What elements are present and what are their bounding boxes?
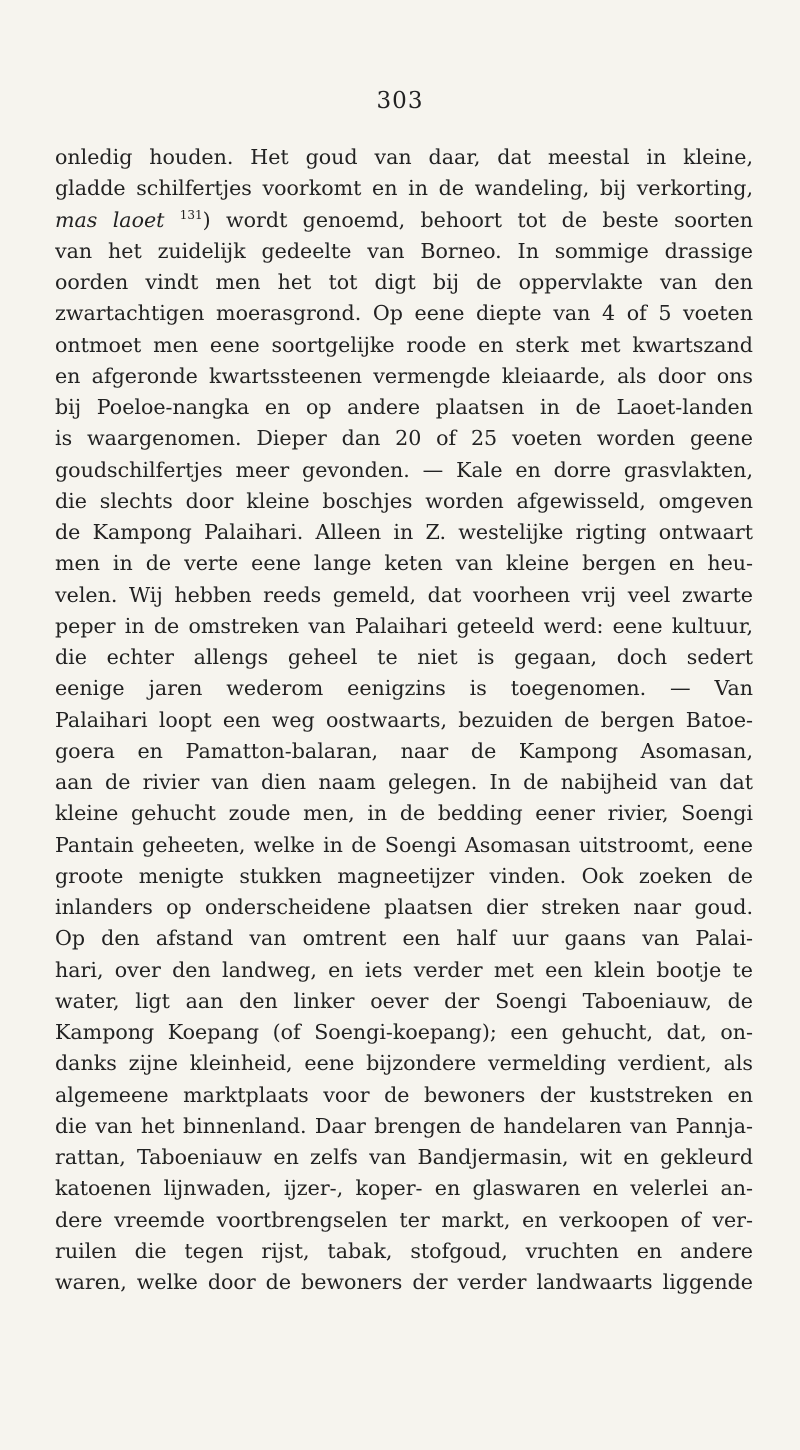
text-line: Op den afstand van omtrent een half uur gaans van Palai- [55, 926, 753, 951]
text-line: peper in de omstreken van Palaihari geteeld werd: eene kultuur, [55, 613, 753, 638]
text-line: bij Poeloe-nangka en op andere plaatsen in de Laoet-landen [55, 395, 753, 419]
text-line: Pantain geheeten, welke in de Soengi Asomasan uitstroomt, eene [55, 832, 753, 857]
text-line: Kampong Koepang (of Soengi-koepang); een gehucht, dat, on- [55, 1020, 753, 1044]
text-line: eenige jaren wederom eenigzins is toegenomen. — Van [55, 676, 753, 701]
text-line: dere vreemde voortbrengselen ter markt, en verkoopen of ver- [55, 1207, 753, 1232]
text-line: oorden vindt men het tot digt bij de oppervlakte van den [55, 270, 753, 294]
text-line: goera en Pamatton-balaran, naar de Kampong Asomasan, [55, 738, 753, 763]
text-line: ontmoet men eene soortgelijke roode en sterk met kwartszand [55, 332, 753, 357]
text-line-rest: ) wordt genoemd, behoort tot de beste soorten [202, 207, 753, 232]
text-line: die van het binnenland. Daar brengen de handelaren van Pannja- [55, 1113, 753, 1138]
page-number: 303 [376, 88, 424, 114]
text-line: katoenen lijnwaden, ijzer-, koper- en glaswaren en velerlei an- [55, 1176, 753, 1201]
text-line: velen. Wij hebben reeds gemeld, dat voorheen vrij veel zwarte [55, 582, 753, 607]
text-line: goudschilfertjes meer gevonden. — Kale en dorre grasvlakten, [55, 457, 753, 482]
text-line: van het zuidelijk gedeelte van Borneo. In sommige drassige [55, 238, 753, 263]
text-line: waren, welke door de bewoners der verder landwaarts liggende [55, 1270, 753, 1294]
text-line: danks zijne kleinheid, eene bijzondere vermelding verdient, als [55, 1051, 753, 1076]
text-line: de Kampong Palaihari. Alleen in Z. westelijke rigting ontwaart [55, 520, 753, 544]
text-line: die echter allengs geheel te niet is gegaan, doch sedert [55, 645, 753, 669]
text-line: gladde schilfertjes voorkomt en in de wandeling, bij verkorting, [55, 176, 753, 201]
text-line: groote menigte stukken magneetijzer vinden. Ook zoeken de [55, 863, 753, 888]
text-line: water, ligt aan den linker oever der Soengi Taboeniauw, de [55, 988, 753, 1013]
body-text [55, 142, 753, 1298]
text-line: aan de rivier van dien naam gelegen. In de nabijheid van dat [55, 770, 753, 794]
text-line: ruilen die tegen rijst, tabak, stofgoud, vruchten en andere [55, 1238, 753, 1263]
text-line: rattan, Taboeniauw en zelfs van Bandjermasin, wit en gekleurd [55, 1145, 753, 1169]
italic-term: mas laoet [55, 207, 165, 232]
text-line: en afgeronde kwartssteenen vermengde kleiaarde, als door ons [55, 363, 753, 388]
text-line: is waargenomen. Dieper dan 20 of 25 voeten worden geene [55, 426, 753, 451]
text-line: algemeene marktplaats voor de bewoners der kuststreken en [55, 1082, 753, 1107]
text-line-with-footnote [55, 205, 753, 236]
text-line: men in de verte eene lange keten van kleine bergen en heu- [55, 551, 753, 576]
footnote-reference: 131 [179, 207, 203, 222]
text-line: kleine gehucht zoude men, in de bedding eener rivier, Soengi [55, 801, 753, 826]
text-line: hari, over den landweg, en iets verder met een klein bootje te [55, 957, 753, 982]
text-line: onledig houden. Het goud van daar, dat meestal in kleine, [55, 145, 753, 169]
text-line: Palaihari loopt een weg oostwaarts, bezuiden de bergen Batoe- [55, 707, 753, 732]
text-line: die slechts door kleine boschjes worden afgewisseld, omgeven [55, 488, 753, 513]
text-line: zwartachtigen moerasgrond. Op eene diepte van 4 of 5 voeten [55, 301, 753, 326]
text-line: inlanders op onderscheidene plaatsen dier streken naar goud. [55, 895, 753, 919]
